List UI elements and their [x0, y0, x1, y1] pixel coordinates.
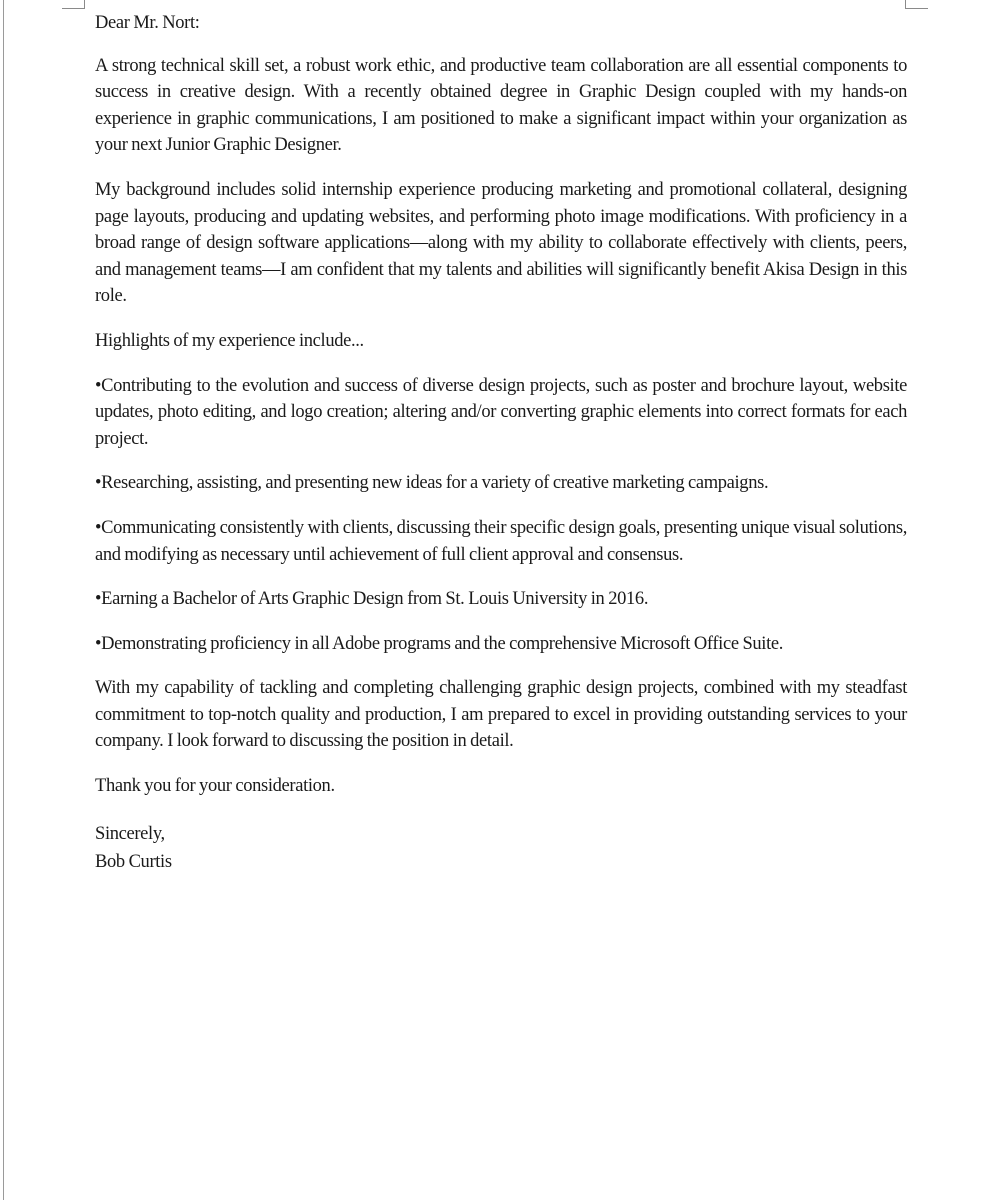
intro-paragraph: A strong technical skill set, a robust work ethic, and productive team collaboration are all essential components to success in creative design. With a recently obtained degree in Graphic Design coupled with my hands-on experience in graphic communications, I am positioned to make a significant impact within your organization as your next Junior Graphic Designer. [95, 55, 907, 156]
page-left-edge [3, 0, 4, 1200]
highlight-item: •Earning a Bachelor of Arts Graphic Design from St. Louis University in 2016. [95, 589, 649, 610]
salutation: Dear Mr. Nort: [95, 13, 200, 33]
highlights-intro: Highlights of my experience include... [95, 330, 364, 351]
crop-mark-left [62, 0, 85, 9]
highlight-item: •Demonstrating proficiency in all Adobe programs and the comprehensive Microsoft Office Suite. [95, 633, 784, 654]
highlight-item: •Researching, assisting, and presenting new ideas for a variety of creative marketing campaigns. [95, 473, 769, 494]
cover-letter-body [95, 10, 907, 876]
signature-name: Bob Curtis [95, 851, 172, 872]
closing-block [95, 820, 907, 876]
signoff: Sincerely, [95, 823, 165, 844]
crop-mark-right [905, 0, 928, 9]
closing-paragraph: With my capability of tackling and completing challenging graphic design projects, combined with my steadfast commitment to top-notch quality and production, I am prepared to excel in providing outstanding services to your company. I look forward to discussing the position in detail. [95, 678, 907, 752]
highlight-item: •Communicating consistently with clients, discussing their specific design goals, presenting unique visual solutions, and modifying as necessary until achievement of full client approval and consensus. [95, 517, 907, 565]
highlight-item: •Contributing to the evolution and success of diverse design projects, such as poster and brochure layout, website updates, photo editing, and logo creation; altering and/or converting graphic elements into correct formats for each project. [95, 375, 907, 449]
thanks-line: Thank you for your consideration. [95, 776, 335, 797]
background-paragraph: My background includes solid internship experience producing marketing and promotional collateral, designing page layouts, producing and updating websites, and performing photo image modifications. With proficiency in a broad range of design software applications—along with my ability to collaborate effectively with clients, peers, and management teams—I am confident that my talents and abilities will significantly benefit Akisa Design in this role. [95, 179, 907, 307]
